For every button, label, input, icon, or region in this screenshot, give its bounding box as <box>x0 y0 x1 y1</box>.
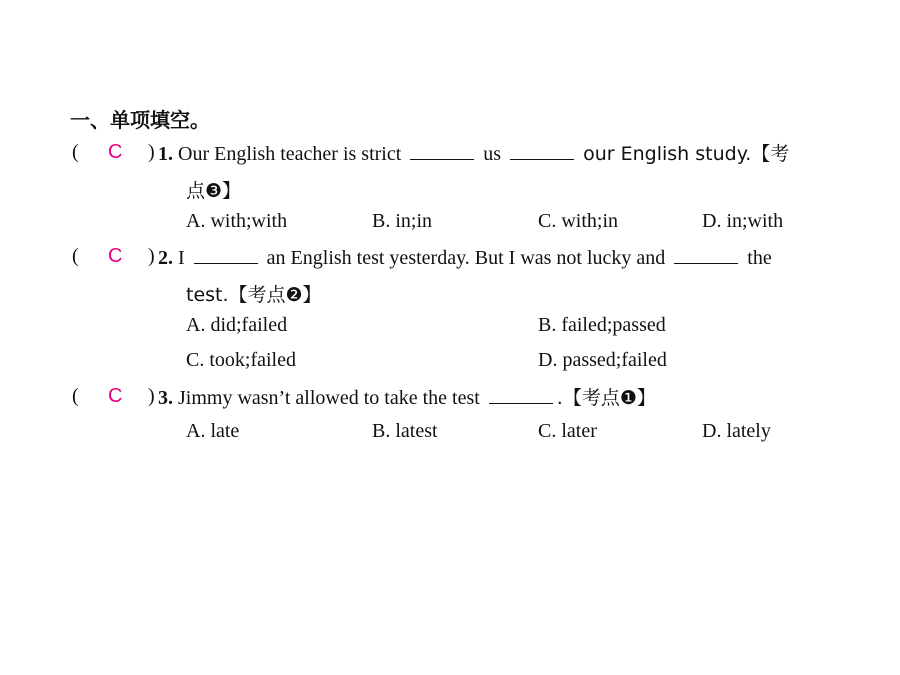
question-2-text <box>158 245 772 270</box>
question-3-text <box>158 385 656 410</box>
text-segment: the <box>747 247 772 269</box>
answer-blank <box>489 385 553 404</box>
paren-close: ) <box>148 245 155 267</box>
option-d: D. in;with <box>702 210 784 232</box>
text-segment: our English study.【考 <box>583 143 790 165</box>
text-segment: us <box>483 143 502 165</box>
option-b: B. in;in <box>372 210 433 232</box>
answer-blank <box>510 141 574 160</box>
option-c: C. later <box>538 420 597 442</box>
option-a: A. with;with <box>186 210 288 232</box>
paren-open: ( <box>72 141 79 163</box>
option-a: A. late <box>186 420 240 442</box>
option-c: C. with;in <box>538 210 619 232</box>
answer-blank <box>410 141 474 160</box>
paren-close: ) <box>148 385 155 407</box>
paren-open: ( <box>72 385 79 407</box>
text-segment: Our English teacher is strict <box>178 143 402 165</box>
paren-close: ) <box>148 141 155 163</box>
question-1-continuation: 点❸】 <box>186 180 242 202</box>
answer-2: C <box>108 245 123 267</box>
answer-1: C <box>108 141 123 163</box>
option-a: A. did;failed <box>186 314 288 336</box>
question-number: 3. <box>158 387 173 409</box>
option-d: D. passed;failed <box>538 349 667 371</box>
question-number: 2. <box>158 247 173 269</box>
option-d: D. lately <box>702 420 771 442</box>
section-title: 一、单项填空。 <box>70 108 210 132</box>
text-segment: Jimmy wasn’t allowed to take the test <box>178 387 480 409</box>
answer-blank <box>674 245 738 264</box>
text-segment: I <box>178 247 185 269</box>
option-b: B. latest <box>372 420 438 442</box>
answer-3: C <box>108 385 123 407</box>
option-c: C. took;failed <box>186 349 296 371</box>
question-number: 1. <box>158 143 173 165</box>
question-1-text <box>158 141 789 166</box>
answer-blank <box>194 245 258 264</box>
question-2-continuation: test.【考点❷】 <box>186 284 322 306</box>
option-b: B. failed;passed <box>538 314 666 336</box>
text-segment: an English test yesterday. But I was not lucky and <box>266 247 666 269</box>
text-segment: .【考点❶】 <box>556 387 656 409</box>
paren-open: ( <box>72 245 79 267</box>
